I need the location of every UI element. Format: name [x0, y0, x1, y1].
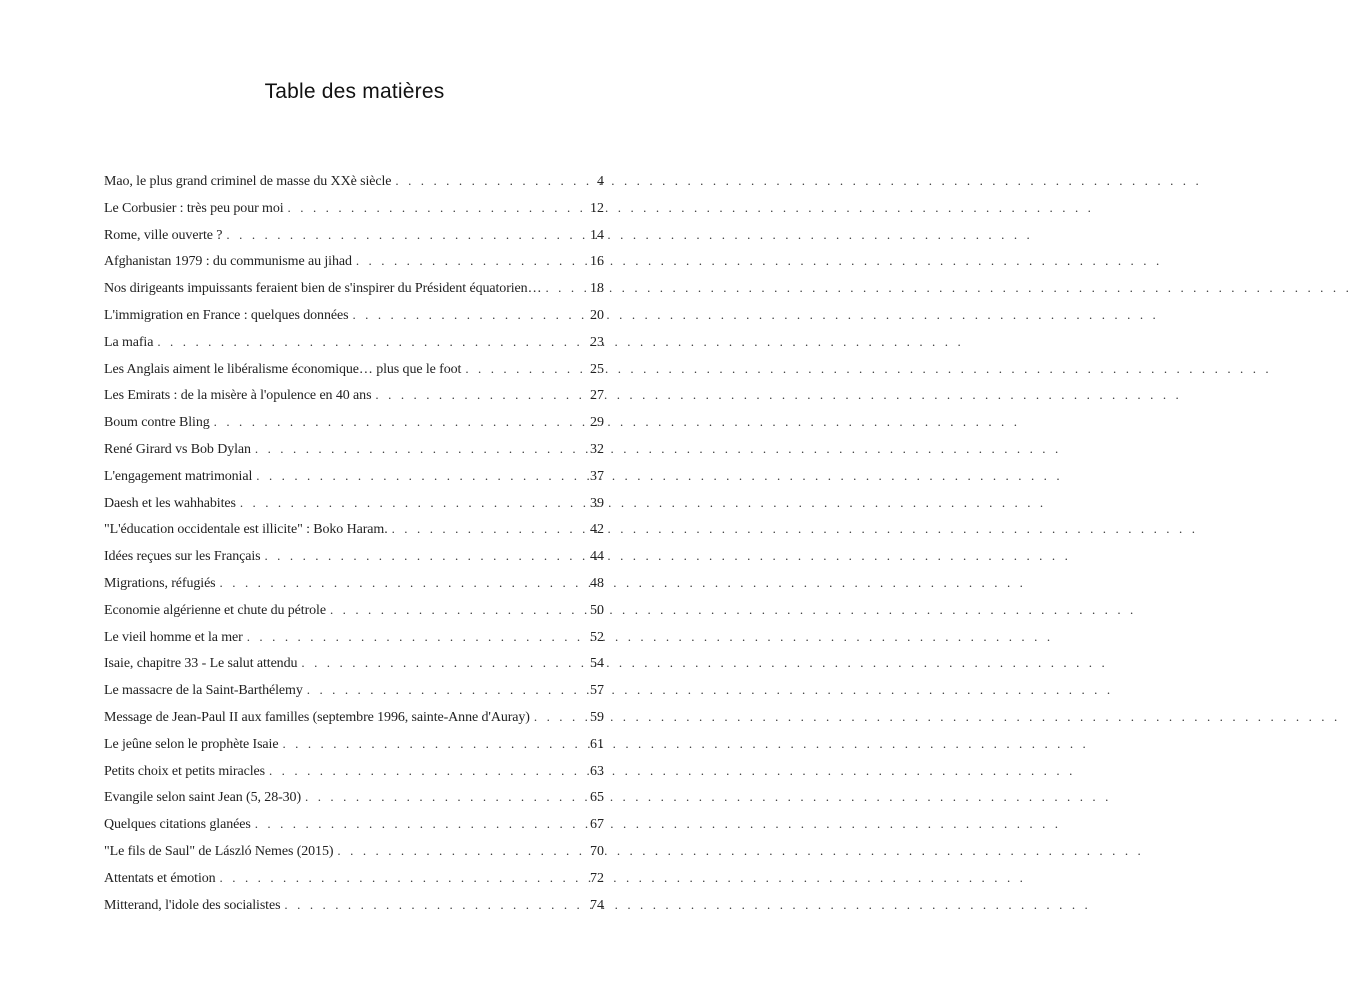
toc-entry-title: Boum contre Bling — [104, 415, 210, 431]
toc-entry[interactable] — [104, 575, 604, 602]
dot-leader — [214, 414, 586, 430]
toc-entry-title: Idées reçues sur les Français — [104, 549, 261, 565]
toc-entry-title: "Le fils de Saul" de László Nemes (2015) — [104, 843, 334, 859]
toc-entry-title: Les Anglais aiment le libéralisme économique… plus que le foot — [104, 361, 462, 377]
toc-entry-title: Quelques citations glanées — [104, 817, 251, 833]
toc-entry[interactable] — [104, 495, 604, 522]
toc-entry-page-number: 27 — [590, 388, 604, 404]
toc-entry-page-number: 59 — [590, 709, 604, 725]
toc-entry-title: Attentats et émotion — [104, 870, 216, 886]
toc-entry[interactable] — [104, 682, 604, 709]
toc-entry-title: Rome, ville ouverte ? — [104, 227, 223, 243]
toc-entry[interactable] — [104, 361, 604, 388]
dot-leader — [255, 816, 586, 832]
toc-entry[interactable] — [104, 763, 604, 790]
toc-entry-page-number: 72 — [590, 870, 604, 886]
dot-leader — [301, 655, 586, 671]
toc-entry-page-number: 32 — [590, 441, 604, 457]
dot-leader — [264, 548, 586, 564]
toc-entry-title: Le massacre de la Saint-Barthélemy — [104, 683, 303, 699]
toc-entry-title: L'engagement matrimonial — [104, 468, 253, 484]
toc-entry[interactable] — [104, 468, 604, 495]
toc-entry-title: Afghanistan 1979 : du communisme au jihad — [104, 254, 352, 270]
toc-entry[interactable] — [104, 843, 604, 870]
toc-entry-title: Le jeûne selon le prophète Isaie — [104, 736, 279, 752]
toc-entry-title: Mitterand, l'idole des socialistes — [104, 897, 281, 913]
toc-entry[interactable] — [104, 307, 604, 334]
dot-leader — [240, 495, 586, 511]
dot-leader — [352, 307, 586, 323]
toc-entry[interactable] — [104, 655, 604, 682]
dot-leader — [157, 334, 586, 350]
toc-entry-title: Migrations, réfugiés — [104, 575, 216, 591]
dot-leader — [220, 870, 586, 886]
toc-entry-page-number: 50 — [590, 602, 604, 618]
toc-entry[interactable] — [104, 816, 604, 843]
dot-leader — [269, 763, 586, 779]
toc-entry-title: L'immigration en France : quelques données — [104, 307, 349, 323]
toc-entry-page-number: 70 — [590, 843, 604, 859]
toc-entry-page-number: 25 — [590, 361, 604, 377]
toc-entry-page-number: 23 — [590, 334, 604, 350]
toc-entry[interactable] — [104, 253, 604, 280]
toc-entry-title: "L'éducation occidentale est illicite" : Boko Haram. — [104, 522, 388, 538]
table-of-contents — [104, 173, 604, 923]
toc-entry-page-number: 37 — [590, 468, 604, 484]
toc-entry-title: Nos dirigeants impuissants feraient bien de s'inspirer du Président équatorien… — [104, 281, 542, 297]
dot-leader — [392, 521, 586, 537]
toc-entry[interactable] — [104, 334, 604, 361]
toc-entry-page-number: 48 — [590, 575, 604, 591]
dot-leader — [256, 468, 586, 484]
toc-entry-page-number: 63 — [590, 763, 604, 779]
toc-entry-page-number: 67 — [590, 817, 604, 833]
toc-entry-page-number: 57 — [590, 683, 604, 699]
dot-leader — [465, 361, 586, 377]
dot-leader — [247, 629, 586, 645]
toc-entry[interactable] — [104, 521, 604, 548]
toc-entry[interactable] — [104, 602, 604, 629]
toc-entry-title: Daesh et les wahhabites — [104, 495, 236, 511]
dot-leader — [305, 789, 586, 805]
toc-entry[interactable] — [104, 629, 604, 656]
toc-entry-page-number: 18 — [590, 281, 604, 297]
toc-entry-page-number: 65 — [590, 790, 604, 806]
dot-leader — [220, 575, 586, 591]
toc-entry-page-number: 14 — [590, 227, 604, 243]
toc-entry[interactable] — [104, 897, 604, 924]
toc-entry-title: Evangile selon saint Jean (5, 28-30) — [104, 790, 302, 806]
toc-entry[interactable] — [104, 173, 604, 200]
dot-leader — [534, 709, 586, 725]
toc-entry-title: Le vieil homme et la mer — [104, 629, 243, 645]
toc-entry[interactable] — [104, 709, 604, 736]
toc-entry-page-number: 12 — [590, 200, 604, 216]
toc-entry-title: La mafia — [104, 334, 154, 350]
toc-entry[interactable] — [104, 280, 604, 307]
toc-entry[interactable] — [104, 200, 604, 227]
dot-leader — [337, 843, 586, 859]
toc-entry-title: Isaie, chapitre 33 - Le salut attendu — [104, 656, 298, 672]
toc-entry[interactable] — [104, 736, 604, 763]
toc-entry-title: Le Corbusier : très peu pour moi — [104, 200, 284, 216]
toc-entry-page-number: 44 — [590, 549, 604, 565]
dot-leader — [284, 897, 586, 913]
dot-leader — [255, 441, 586, 457]
toc-entry-title: Mao, le plus grand criminel de masse du XXè siècle — [104, 174, 392, 189]
toc-entry-page-number: 42 — [590, 522, 604, 538]
toc-entry[interactable] — [104, 414, 604, 441]
toc-entry-page-number: 61 — [590, 736, 604, 752]
dot-leader — [356, 253, 586, 269]
dot-leader — [288, 200, 586, 216]
toc-entry-title: René Girard vs Bob Dylan — [104, 441, 251, 457]
toc-entry[interactable] — [104, 387, 604, 414]
toc-entry-page-number: 74 — [590, 897, 604, 913]
dot-leader — [395, 173, 586, 189]
dot-leader — [375, 387, 586, 403]
toc-entry-page-number: 29 — [590, 415, 604, 431]
toc-entry-title: Les Emirats : de la misère à l'opulence en 40 ans — [104, 388, 372, 404]
toc-entry[interactable] — [104, 548, 604, 575]
toc-entry-page-number: 52 — [590, 629, 604, 645]
dot-leader — [330, 602, 586, 618]
toc-entry-page-number: 4 — [597, 174, 604, 189]
toc-entry[interactable] — [104, 870, 604, 897]
toc-entry-page-number: 39 — [590, 495, 604, 511]
toc-entry-title: Petits choix et petits miracles — [104, 763, 265, 779]
dot-leader — [282, 736, 586, 752]
dot-leader — [545, 280, 586, 296]
toc-entry-title: Message de Jean-Paul II aux familles (septembre 1996, sainte-Anne d'Auray) — [104, 709, 530, 725]
toc-entry-title: Economie algérienne et chute du pétrole — [104, 602, 326, 618]
dot-leader — [307, 682, 586, 698]
toc-entry-page-number: 54 — [590, 656, 604, 672]
toc-entry-page-number: 20 — [590, 307, 604, 323]
toc-entry-page-number: 16 — [590, 254, 604, 270]
toc-entry[interactable] — [104, 227, 604, 254]
toc-entry[interactable] — [104, 441, 604, 468]
page-title: Table des matières — [264, 80, 445, 103]
toc-entry[interactable] — [104, 789, 604, 816]
dot-leader — [226, 227, 586, 243]
